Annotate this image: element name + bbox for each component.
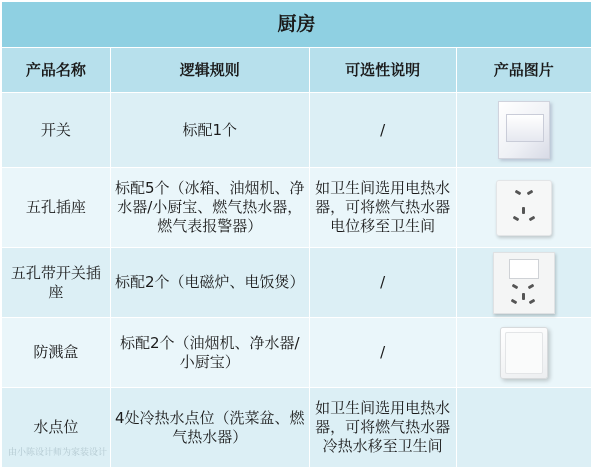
- table-row: [2, 93, 592, 168]
- product-image-cell: [456, 168, 591, 248]
- product-image-cell: [456, 248, 591, 318]
- five-hole-socket-icon: [496, 180, 552, 236]
- optional-note: /: [309, 248, 456, 318]
- product-name: 五孔带开关插座: [2, 248, 111, 318]
- table-title: 厨房: [2, 2, 592, 48]
- header-row: [2, 48, 592, 93]
- product-name: 水点位: [2, 388, 111, 468]
- product-name: 防溅盒: [2, 318, 111, 388]
- splash-box-icon: [500, 327, 548, 379]
- header-product-name: 产品名称: [2, 48, 111, 93]
- header-optional-note: 可选性说明: [309, 48, 456, 93]
- product-image-cell: [456, 93, 591, 168]
- logic-rule: 标配2个（油烟机、净水器/小厨宝）: [110, 318, 309, 388]
- table-row: [2, 248, 592, 318]
- switched-socket-icon: [493, 252, 555, 314]
- table-title-row: [2, 2, 592, 48]
- product-name: 五孔插座: [2, 168, 111, 248]
- table-row: [2, 318, 592, 388]
- logic-rule: 标配5个（冰箱、油烟机、净水器/小厨宝、燃气热水器，燃气表报警器）: [110, 168, 309, 248]
- optional-note: 如卫生间选用电热水器，可将燃气热水器电位移至卫生间: [309, 168, 456, 248]
- header-logic-rule: 逻辑规则: [110, 48, 309, 93]
- wall-switch-icon: [498, 101, 550, 159]
- kitchen-spec-table: [1, 1, 592, 468]
- logic-rule: 4处冷热水点位（洗菜盆、燃气热水器）: [110, 388, 309, 468]
- header-product-image: 产品图片: [456, 48, 591, 93]
- product-image-cell: [456, 318, 591, 388]
- optional-note: 如卫生间选用电热水器，可将燃气热水器冷热水移至卫生间: [309, 388, 456, 468]
- optional-note: /: [309, 318, 456, 388]
- optional-note: /: [309, 93, 456, 168]
- watermark: 由小陈设计师为家装设计: [8, 448, 108, 458]
- logic-rule: 标配2个（电磁炉、电饭煲）: [110, 248, 309, 318]
- product-image-cell: [456, 388, 591, 468]
- logic-rule: 标配1个: [110, 93, 309, 168]
- product-name: 开关: [2, 93, 111, 168]
- table-row: [2, 168, 592, 248]
